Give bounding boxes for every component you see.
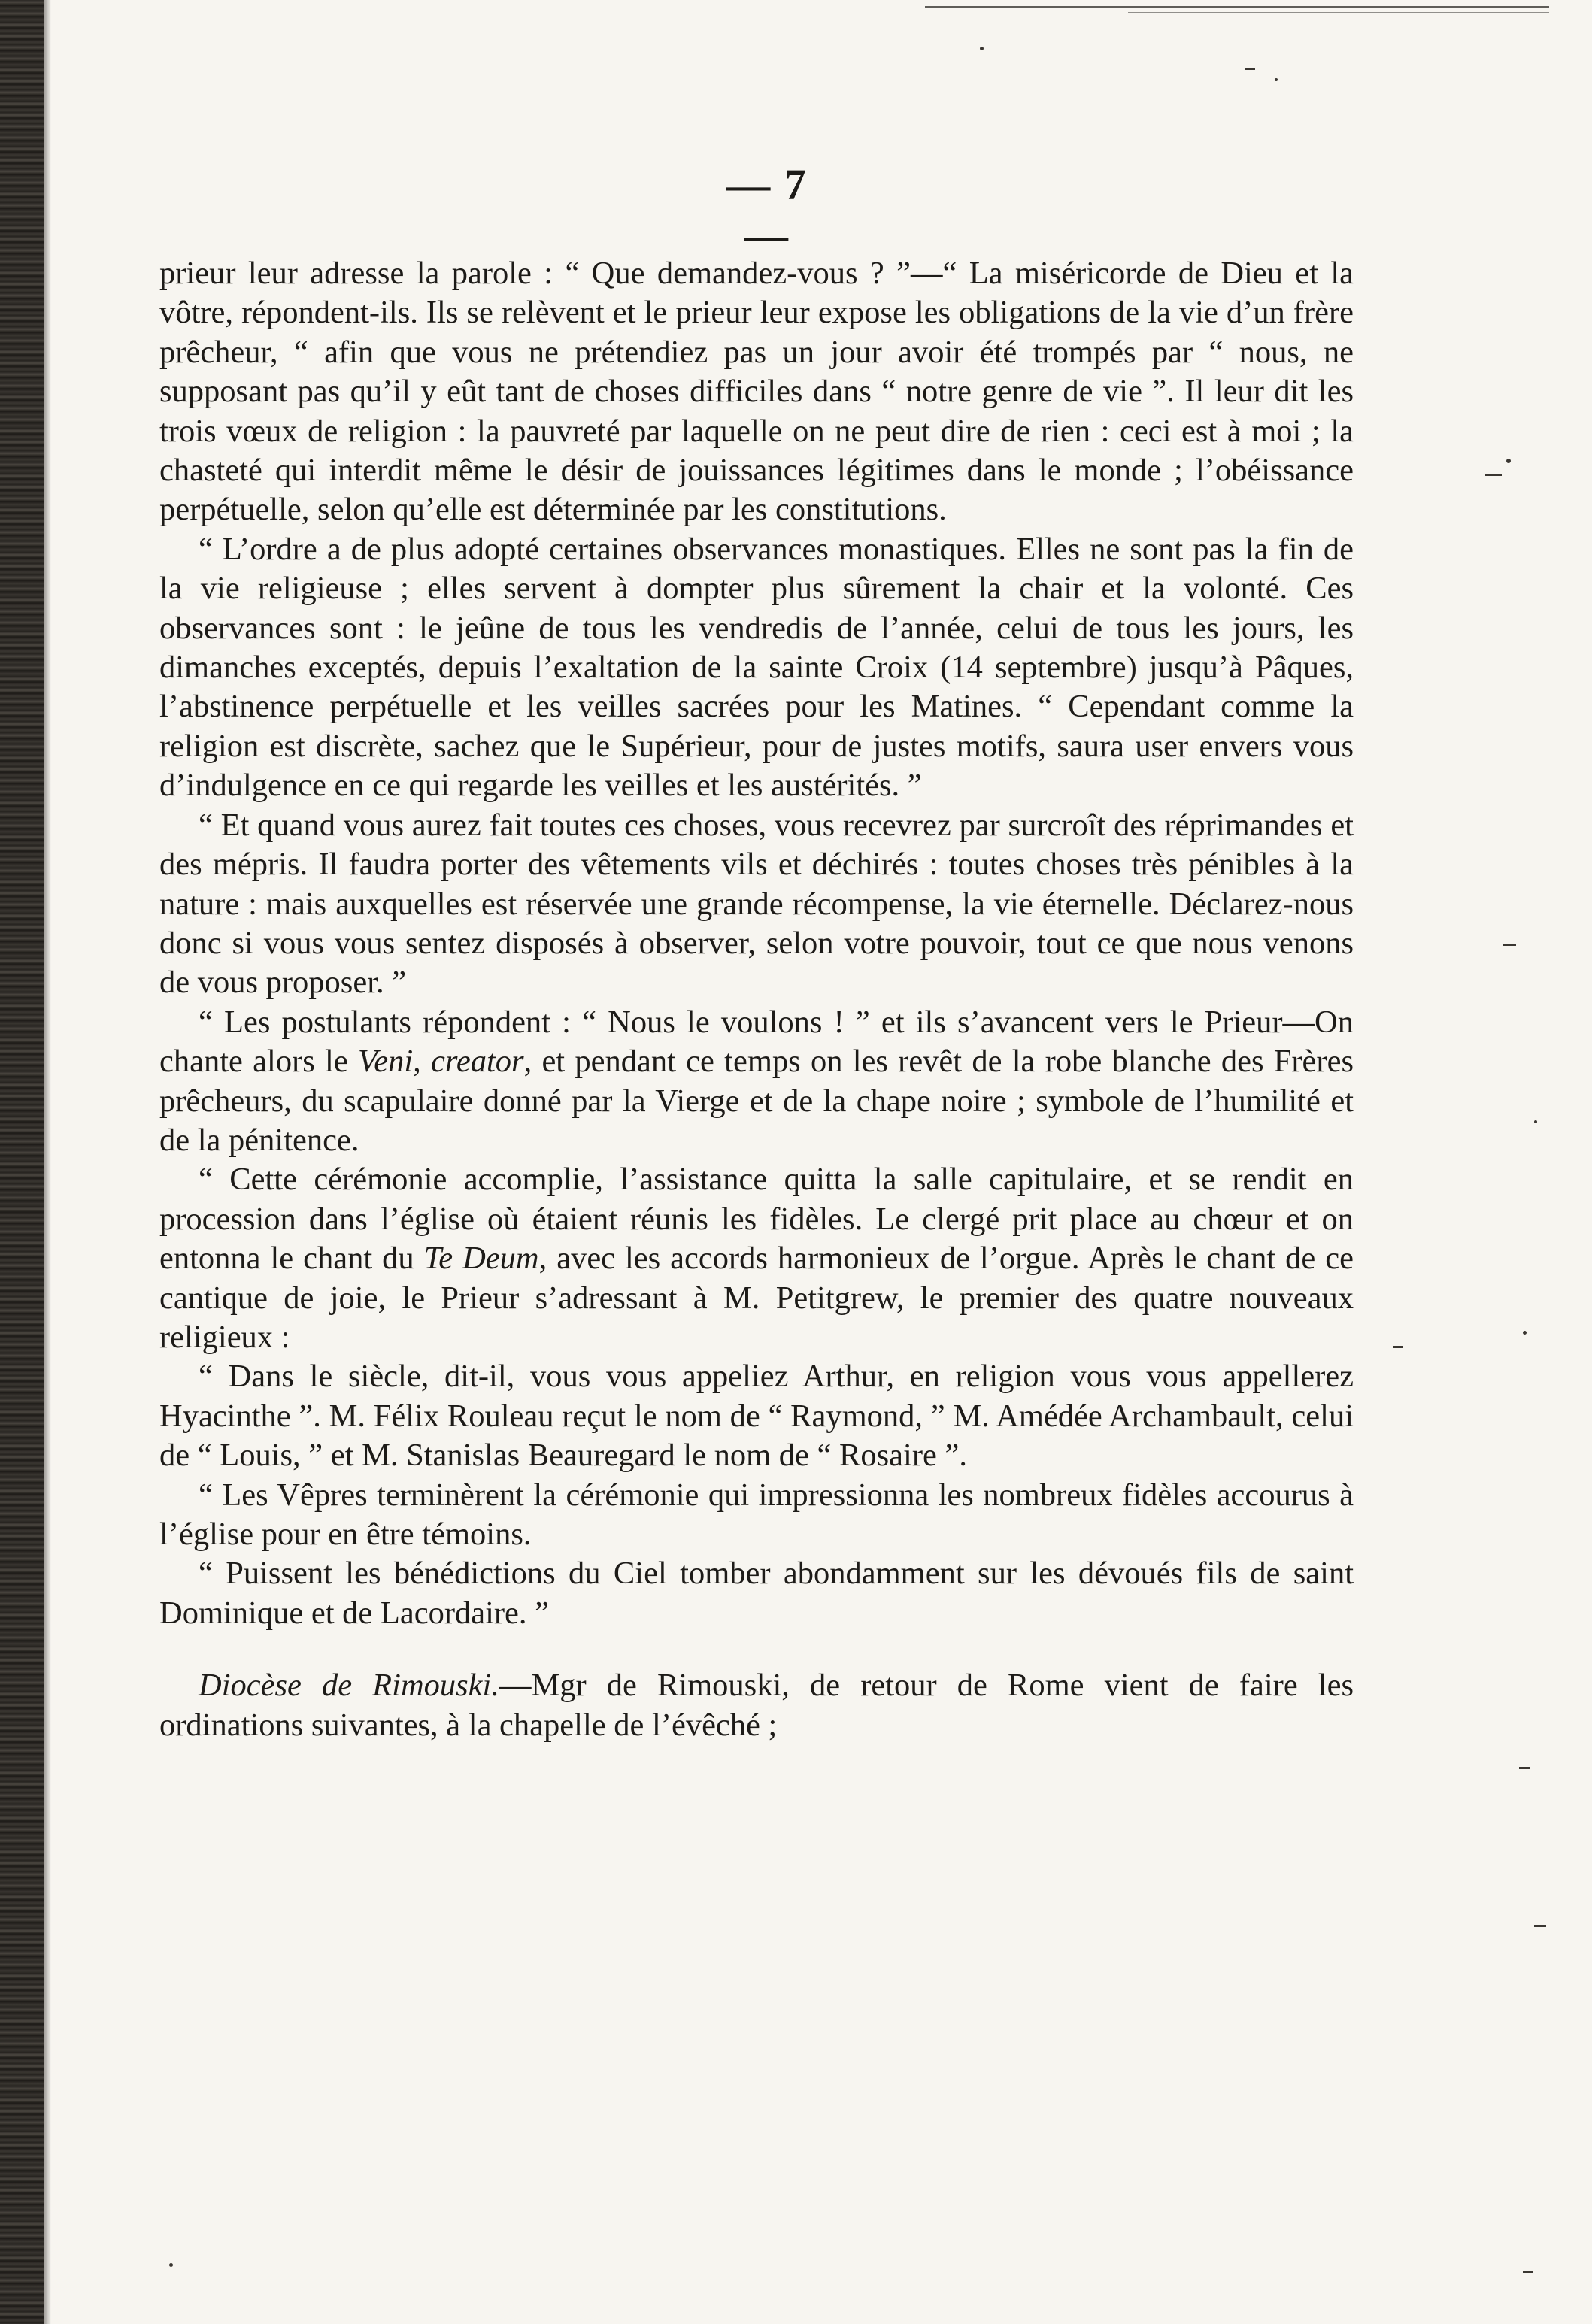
print-speck [1275,78,1278,81]
paragraph-vows: prieur leur adresse la parole : “ Que demandez-vous ? ”—“ La miséricorde de Dieu et la vôtre, répondent-ils. Ils se relèvent et le prieur leur expose les obligations de la vie d’un frère prêcheur, “ afin que vous ne prétendiez pas un jour avoir été trompés par “ nous, ne supposant pas qu’il y eût tant de choses difficiles dans “ notre genre de vie ”. Il leur dit les trois vœux de religion : la pauvreté par laquelle on ne peut dire de rien : ceci est à moi ; la chasteté qui interdit même le désir de jouissances légitimes dans le monde ; l’obéissance perpétuelle, selon qu’elle est déterminée par les constitutions. [159,256,1354,528]
print-speck [1534,1120,1537,1123]
paragraph-postulants-end: , et pendant ce temps on les revêt de la robe blanche des Frères prêcheurs, du scapulaire donné par la Vierge et de la chape noire ; symbole de l’humilité et de la pénitence. [159,1044,1354,1158]
paragraph-procession-start: “ Cette cérémonie accomplie, l’assistance quitta la salle capitulaire, et se rendit en procession dans l’église où étaient réunis les fidèles. Le clergé prit place au chœur et on entonna le chant du [159,1162,1354,1277]
margin-mark [1245,68,1255,70]
paragraph-observances: “ L’ordre a de plus adopté certaines observances monastiques. Elles ne sont pas la fin de la vie religieuse ; elles servent à dompter plus sûrement la chair et la volonté. Ces observances sont : le jeûne de tous les vendredis de l’année, celui de tous les jours, les dimanches exceptés, depuis l’exaltation de la sainte Croix (14 septembre) jusqu’à Pâques, l’abstinence perpétuelle et les veilles sacrées pour les Matines. “ Cependant comme la religion est discrète, sachez que le Supérieur, pour de justes motifs, saura user envers vous d’indulgence en ce qui regarde les veilles et les austérités. ” [159,531,1354,804]
print-speck [980,47,984,50]
print-speck [169,2263,173,2267]
diocese-heading: Diocèse de Rimouski. [199,1668,499,1704]
paragraph-reprimands: “ Et quand vous aurez fait toutes ces choses, vous recevrez par surcroît des réprimandes et des mépris. Il faudra porter des vêtements vils et déchirés : toutes choses très pénibles à la nature : mais auxquelles est réservée une grande récompense, la vie éternelle. Déclarez-nous donc si vous vous sentez disposés à observer, selon votre pouvoir, tout ce que nous venons de vous proposer. ” [159,807,1354,1001]
margin-mark [1503,944,1516,946]
body-text [159,254,1354,1745]
paragraph-postulants-start: “ Les postulants répondent : “ Nous le voulons ! ” et ils s’avancent vers le Prieur—On chante alors le [159,1004,1354,1080]
print-speck [1506,459,1511,463]
hymn-title-veni-creator: Veni, creator [357,1044,524,1080]
hymn-title-te-deum: Te Deum [423,1241,539,1277]
paragraph-rimouski-text: —Mgr de Rimouski, de retour de Rome vient de faire les ordinations suivantes, à la chapelle de l’évêché ; [159,1668,1354,1743]
page-number: — 7 — [726,160,808,259]
paragraph-vespers: “ Les Vêpres terminèrent la cérémonie qui impressionna les nombreux fidèles accourus à l’église pour en être témoins. [159,1477,1354,1552]
margin-mark [1393,1346,1403,1348]
paragraph-postulants [159,1003,1354,1161]
paragraph-procession [159,1160,1354,1357]
book-binding-edge [0,0,44,2324]
paragraph-procession-end: , avec les accords harmonieux de l’orgue. Après le chant de ce cantique de joie, le Prieur s’adressant à M. Petitgrew, le premier des quatre nouveaux religieux : [159,1241,1354,1355]
margin-mark [1519,1767,1530,1769]
top-edge-thin-rule [1128,12,1549,13]
margin-mark [1485,474,1502,476]
print-speck [1523,1331,1527,1335]
paragraph-blessings: “ Puissent les bénédictions du Ciel tomber abondamment sur les dévoués fils de saint Dominique et de Lacordaire. ” [159,1556,1354,1631]
margin-mark [1523,2271,1533,2273]
top-edge-rule [925,6,1549,8]
margin-mark [1534,1925,1546,1927]
paragraph-rimouski [159,1666,1354,1745]
paragraph-new-names: “ Dans le siècle, dit-il, vous vous appeliez Arthur, en religion vous vous appellerez Hyacinthe ”. M. Félix Rouleau reçut le nom de “ Raymond, ” M. Amédée Archambault, celui de “ Louis, ” et M. Stanislas Beauregard le nom de “ Rosaire ”. [159,1359,1354,1474]
